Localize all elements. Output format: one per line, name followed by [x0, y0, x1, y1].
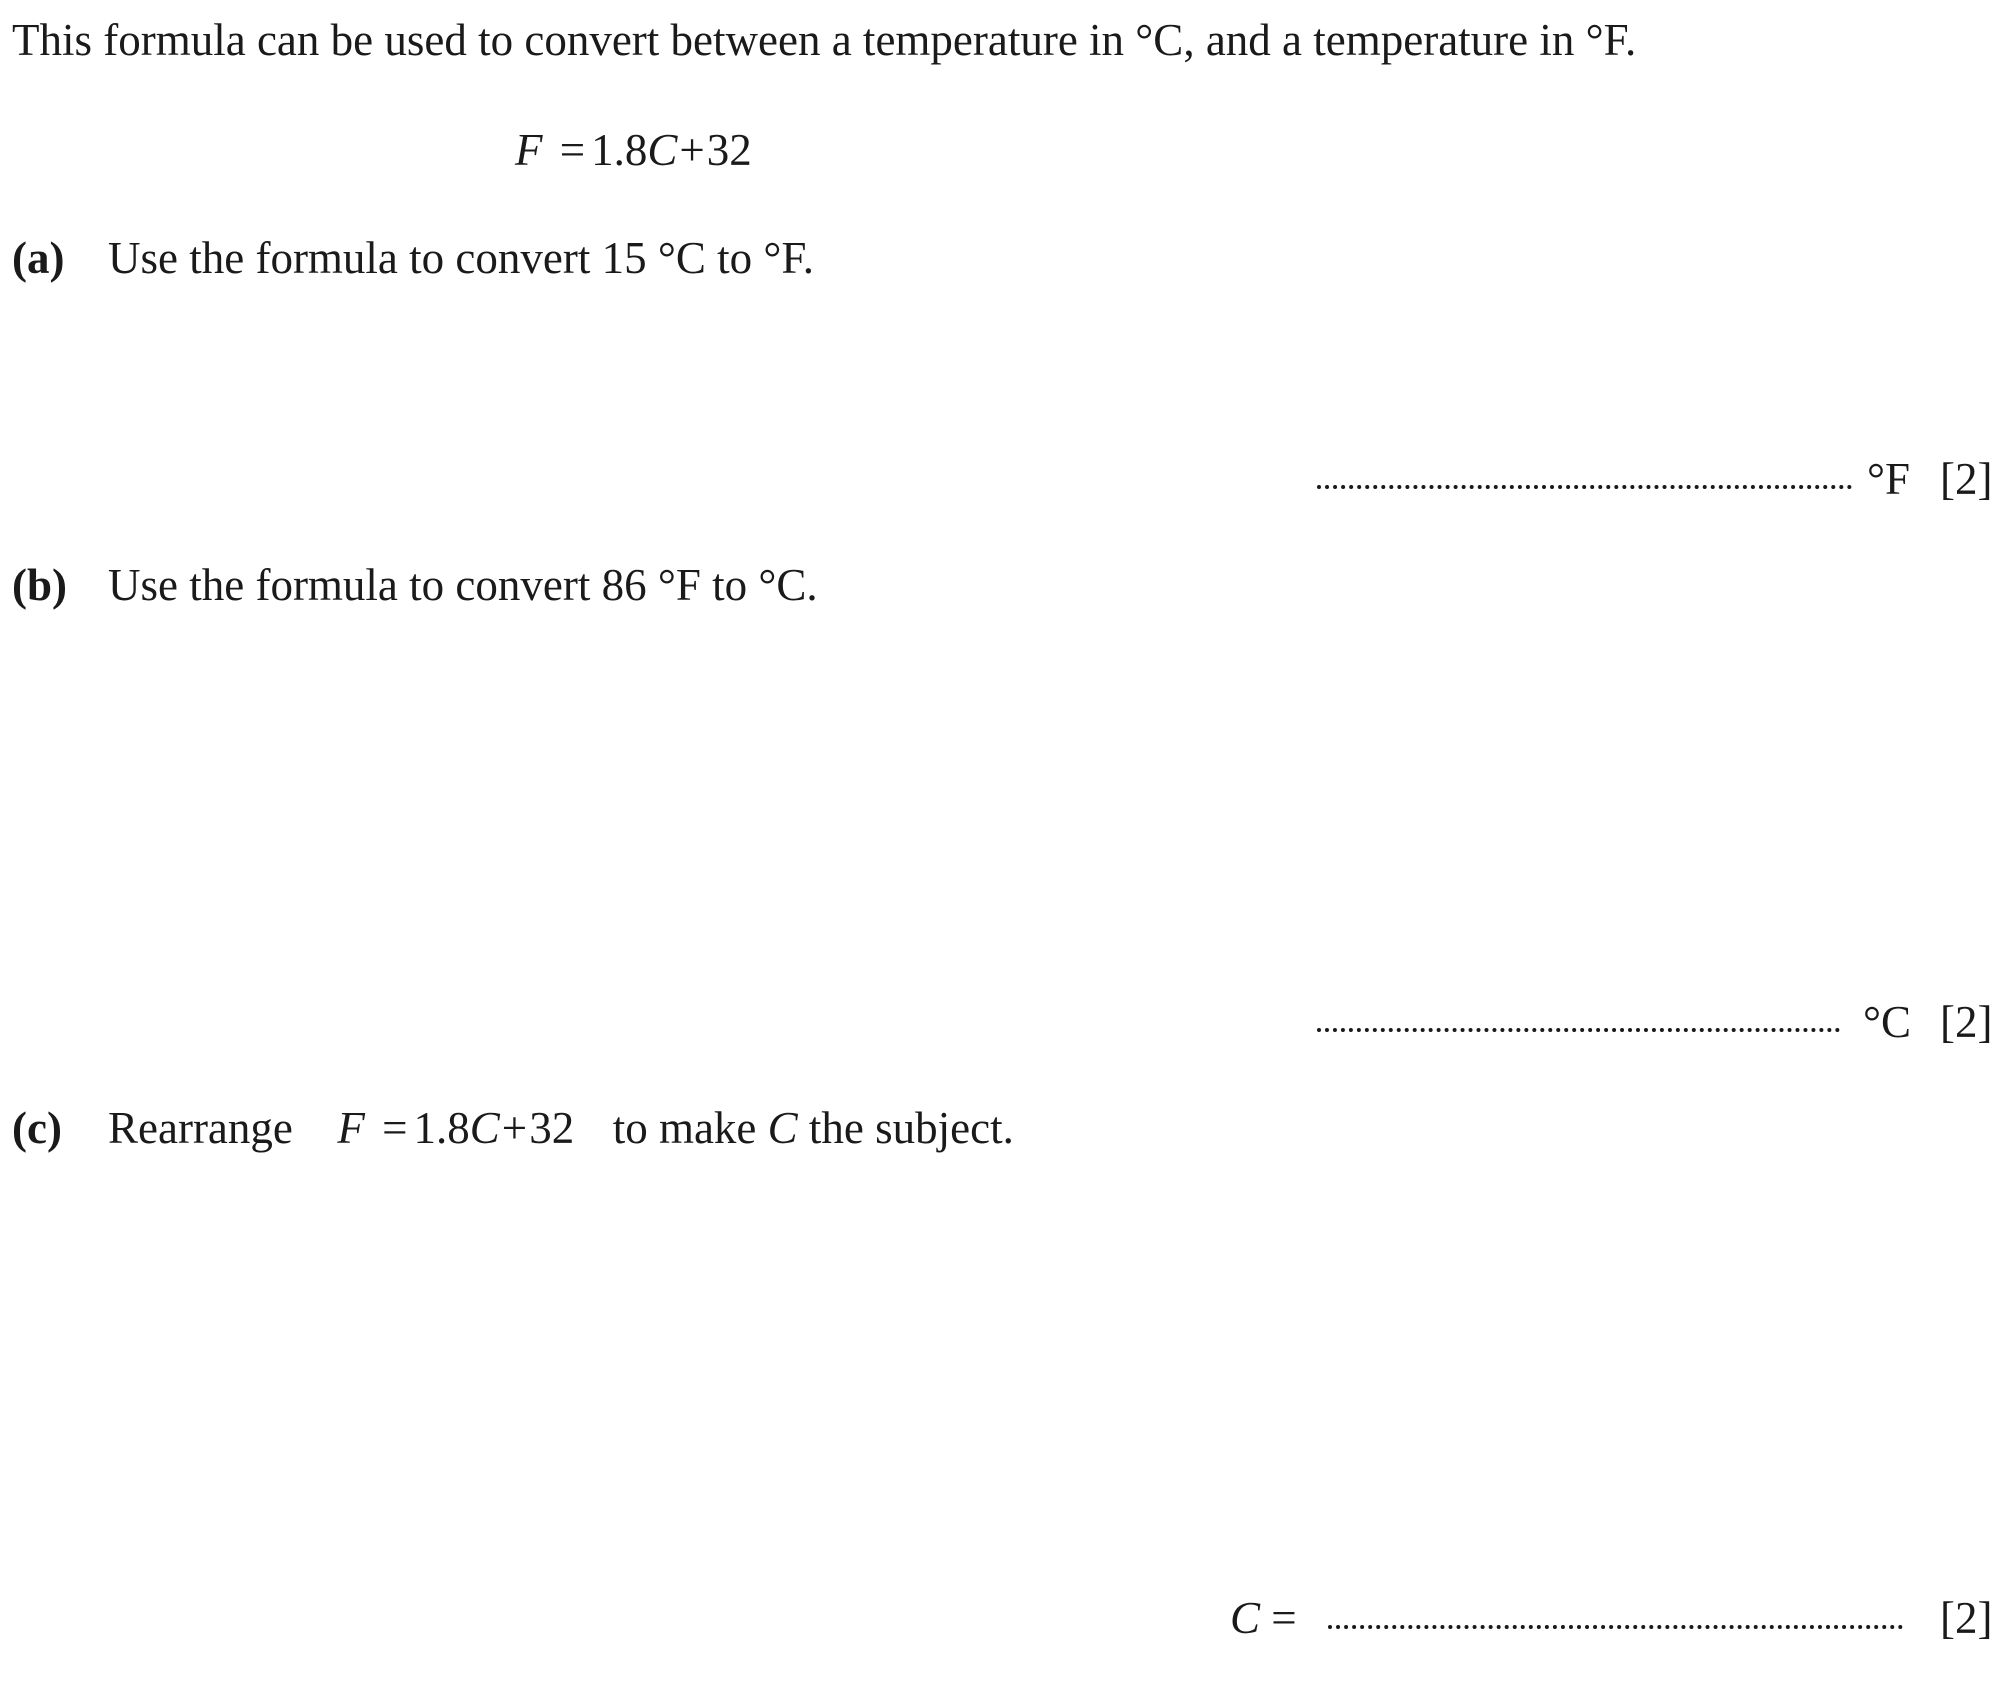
part-c-question: [108, 1103, 1014, 1153]
formula-const: 32: [706, 125, 752, 175]
part-c-answer-var: C: [1230, 1593, 1261, 1643]
part-a-marks: [2]: [1940, 454, 1993, 504]
formula-equals: =: [559, 125, 586, 175]
part-c-question-pre: Rearrange: [108, 1103, 293, 1153]
part-b-label: (b): [12, 560, 67, 610]
part-c-answer-prefix: [1230, 1593, 1297, 1643]
part-c-question-mid: to make: [612, 1103, 757, 1153]
part-c-eq-c-var: C: [469, 1103, 500, 1153]
part-a-answer-line[interactable]: [1317, 485, 1852, 489]
part-c-answer-equals: =: [1271, 1593, 1297, 1643]
part-c-marks: [2]: [1940, 1593, 1993, 1643]
intro-text: This formula can be used to convert between a temperature in °C, and a temperature in °F.: [12, 15, 1637, 65]
part-b-answer-line[interactable]: [1317, 1028, 1840, 1032]
part-c-eq-coef: 1.8: [413, 1103, 470, 1153]
part-c-eq-const: 32: [529, 1103, 575, 1153]
part-c-subject-var: C: [767, 1103, 798, 1153]
part-c-answer-line[interactable]: [1328, 1625, 1903, 1629]
formula-plus: +: [679, 125, 705, 175]
main-formula: [515, 125, 752, 175]
part-b-question: Use the formula to convert 86 °F to °C.: [108, 560, 818, 610]
part-b-marks: [2]: [1940, 997, 1993, 1047]
part-c-eq-plus: +: [501, 1103, 528, 1153]
formula-f-var: F: [515, 125, 543, 175]
part-c-eq-equals: =: [382, 1103, 408, 1153]
part-c-label: (c): [12, 1103, 62, 1153]
part-b-unit: °C: [1863, 997, 1912, 1047]
part-a-label: (a): [12, 233, 65, 283]
part-a-unit: °F: [1867, 454, 1911, 504]
formula-c-var: C: [647, 125, 678, 175]
part-a-question: Use the formula to convert 15 °C to °F.: [108, 233, 815, 283]
formula-coef: 1.8: [591, 125, 648, 175]
part-c-eq-f-var: F: [337, 1103, 365, 1153]
part-c-question-post: the subject.: [808, 1103, 1014, 1153]
